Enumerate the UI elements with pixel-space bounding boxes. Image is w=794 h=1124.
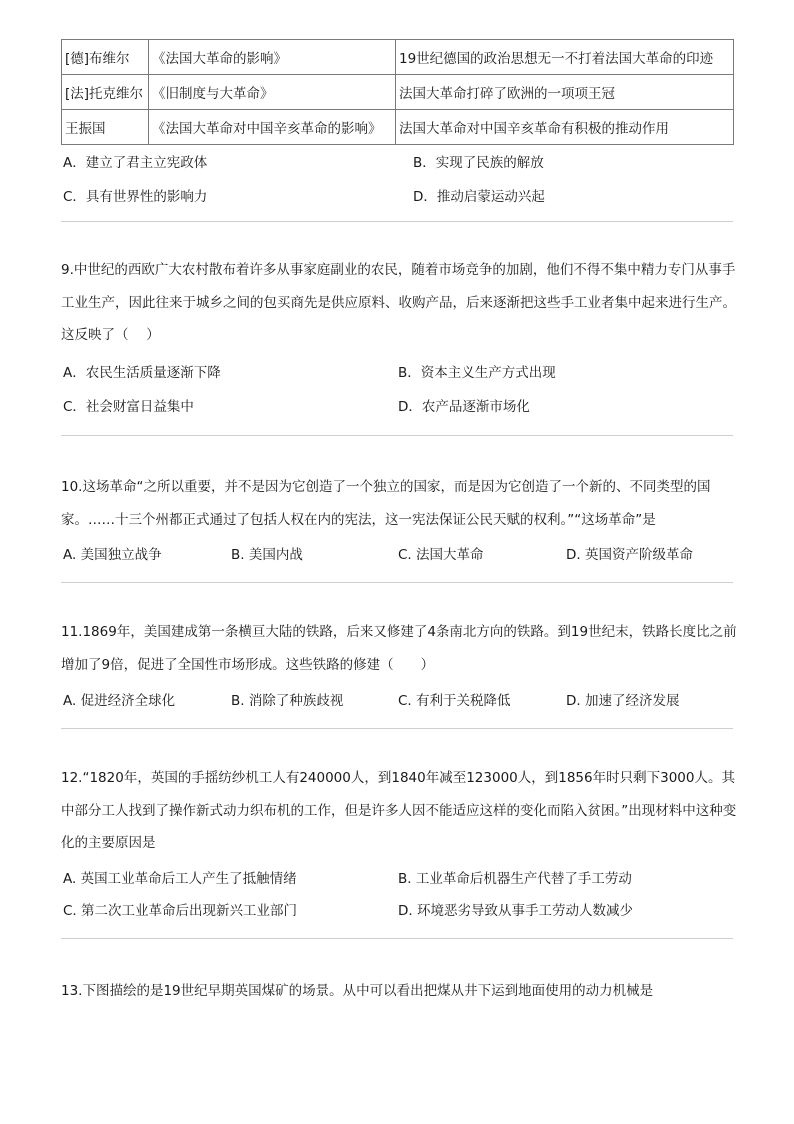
divider [61,582,733,583]
q10-option-c[interactable]: C. 法国大革命 [398,547,484,563]
table-cell-work: 《旧制度与大革命》 [149,75,396,110]
q9-option-b[interactable]: B．资本主义生产方式出现 [398,365,556,381]
table-cell-author: [德]布维尔 [62,40,149,75]
q8-option-c[interactable]: C．具有世界性的影响力 [63,189,208,205]
q12-option-c[interactable]: C. 第二次工业革命后出现新兴工业部门 [63,903,298,919]
q11-stem: 11.1869年，美国建成第一条横亘大陆的铁路，后来又修建了4条南北方向的铁路。到19世纪末，铁路长度比之前增加了9倍，促进了全国性市场形成。这些铁路的修建（ ） [61,624,737,673]
q12-option-b[interactable]: B. 工业革命后机器生产代替了手工劳动 [398,871,632,887]
q11-option-b[interactable]: B. 消除了种族歧视 [231,693,344,709]
table-cell-work: 《法国大革命的影响》 [149,40,396,75]
q10-option-d[interactable]: D. 英国资产阶级革命 [566,547,693,563]
divider [61,221,733,222]
table-cell-view: 法国大革命对中国辛亥革命有积极的推动作用 [396,110,734,145]
table-cell-work: 《法国大革命对中国辛亥革命的影响》 [149,110,396,145]
reference-table [61,39,734,145]
q10-option-b[interactable]: B. 美国内战 [231,547,303,563]
q9-stem: 9.中世纪的西欧广大农村散布着许多从事家庭副业的农民，随着市场竞争的加剧，他们不得不集中精力专门从事手工业生产，因此往来于城乡之间的包买商先是供应原料、收购产品，后来逐渐把这些手工业者集中起来进行生产。这反映了（ ） [61,262,736,343]
table-row [62,75,734,110]
q8-option-a[interactable]: A．建立了君主立宪政体 [63,155,208,171]
divider [61,728,733,729]
divider [61,938,733,939]
q11-option-d[interactable]: D. 加速了经济发展 [566,693,680,709]
table-cell-author: 王振国 [62,110,149,145]
q13-stem: 13.下图描绘的是19世纪早期英国煤矿的场景。从中可以看出把煤从井下运到地面使用的动力机械是 [61,983,654,999]
table-cell-author: [法]托克维尔 [62,75,149,110]
table-cell-view: 法国大革命打碎了欧洲的一项项王冠 [396,75,734,110]
table-row [62,40,734,75]
q9-option-d[interactable]: D．农产品逐渐市场化 [398,399,530,415]
q12-option-a[interactable]: A. 英国工业革命后工人产生了抵触情绪 [63,871,297,887]
table-row [62,110,734,145]
q11-option-a[interactable]: A. 促进经济全球化 [63,693,176,709]
q8-option-b[interactable]: B．实现了民族的解放 [413,155,544,171]
q9-option-c[interactable]: C．社会财富日益集中 [63,399,194,415]
q10-stem: 10.这场革命“之所以重要，并不是因为它创造了一个独立的国家，而是因为它创造了一个新的、不同类型的国家。……十三个州都正式通过了包括人权在内的宪法，这一宪法保证公民天赋的权利。”“这场革命”是 [61,479,711,528]
q12-stem: 12.“1820年，英国的手摇纺纱机工人有240000人，到1840年减至123000人，到1856年时只剩下3000人。其中部分工人找到了操作新式动力织布机的工作，但是许多人因不能适应这样的变化而陷入贫困。”出现材料中这种变化的主要原因是 [61,770,737,851]
q10-option-a[interactable]: A. 美国独立战争 [63,547,162,563]
divider [61,435,733,436]
q11-option-c[interactable]: C. 有利于关税降低 [398,693,511,709]
table-cell-view: 19世纪德国的政治思想无一不打着法国大革命的印迹 [396,40,734,75]
q8-option-d[interactable]: D．推动启蒙运动兴起 [413,189,545,205]
q9-option-a[interactable]: A．农民生活质量逐渐下降 [63,365,221,381]
q12-option-d[interactable]: D. 环境恶劣导致从事手工劳动人数减少 [398,903,633,919]
